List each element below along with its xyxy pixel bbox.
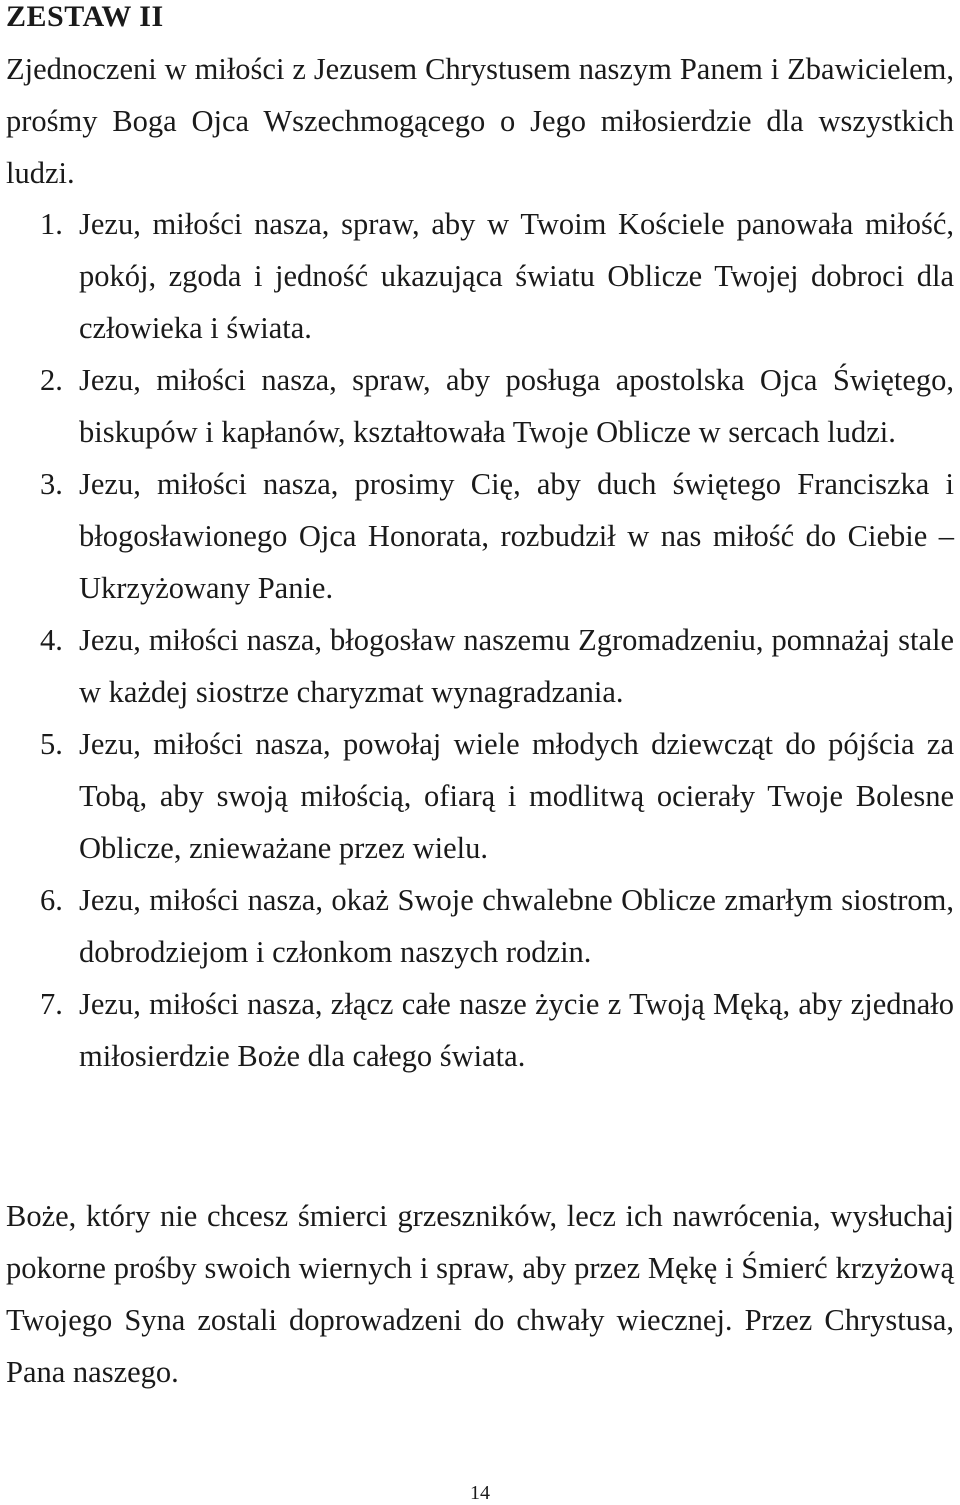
intentions-list — [6, 198, 954, 1082]
intention-number: 2. — [40, 363, 63, 397]
intention-item — [6, 718, 954, 874]
intention-number: 7. — [40, 987, 63, 1021]
intention-text: Jezu, miłości nasza, powołaj wiele młodych dziewcząt do pójścia za Tobą, aby swoją miłością, ofiarą i modlitwą ocierały Twoje Bolesne Oblicze, znieważane przez wielu. — [79, 727, 954, 865]
intention-number: 6. — [40, 883, 63, 917]
intention-item — [6, 458, 954, 614]
closing-prayer: Boże, który nie chcesz śmierci grzeszników, lecz ich nawrócenia, wysłuchaj pokorne prośby swoich wiernych i spraw, aby przez Mękę i Śmierć krzyżową Twojego Syna zostali doprowadzeni do chwały wiecznej. Przez Chrystusa, Pana naszego. — [6, 1199, 954, 1389]
intention-text: Jezu, miłości nasza, błogosław naszemu Zgromadzeniu, pomnażaj stale w każdej siostrze charyzmat wynagradzania. — [79, 623, 954, 709]
intention-number: 3. — [40, 467, 63, 501]
intention-item — [6, 614, 954, 718]
intro-paragraph: Zjednoczeni w miłości z Jezusem Chrystusem naszym Panem i Zbawicielem, prośmy Boga Ojca Wszechmogącego o Jego miłosierdzie dla wszystkich ludzi. — [6, 52, 954, 190]
intention-text: Jezu, miłości nasza, spraw, aby w Twoim Kościele panowała miłość, pokój, zgoda i jedność ukazująca światu Oblicze Twojej dobroci dla człowieka i świata. — [79, 207, 954, 345]
intention-item — [6, 978, 954, 1082]
intention-text: Jezu, miłości nasza, złącz całe nasze życie z Twoją Męką, aby zjednało miłosierdzie Boże dla całego świata. — [79, 987, 954, 1073]
intention-item — [6, 874, 954, 978]
intention-text: Jezu, miłości nasza, prosimy Cię, aby duch świętego Franciszka i błogosławionego Ojca Honorata, rozbudził w nas miłość do Ciebie – Ukrzyżowany Panie. — [79, 467, 954, 605]
intention-item — [6, 198, 954, 354]
intention-text: Jezu, miłości nasza, spraw, aby posługa apostolska Ojca Świętego, biskupów i kapłanów, kształtowała Twoje Oblicze w sercach ludzi. — [79, 363, 954, 449]
page-number: 14 — [470, 1482, 490, 1504]
intention-number: 1. — [40, 207, 63, 241]
intention-number: 4. — [40, 623, 63, 657]
section-heading: ZESTAW II — [6, 0, 164, 33]
intention-number: 5. — [40, 727, 63, 761]
intention-item — [6, 354, 954, 458]
intention-text: Jezu, miłości nasza, okaż Swoje chwalebne Oblicze zmarłym siostrom, dobrodziejom i członkom naszych rodzin. — [79, 883, 954, 969]
